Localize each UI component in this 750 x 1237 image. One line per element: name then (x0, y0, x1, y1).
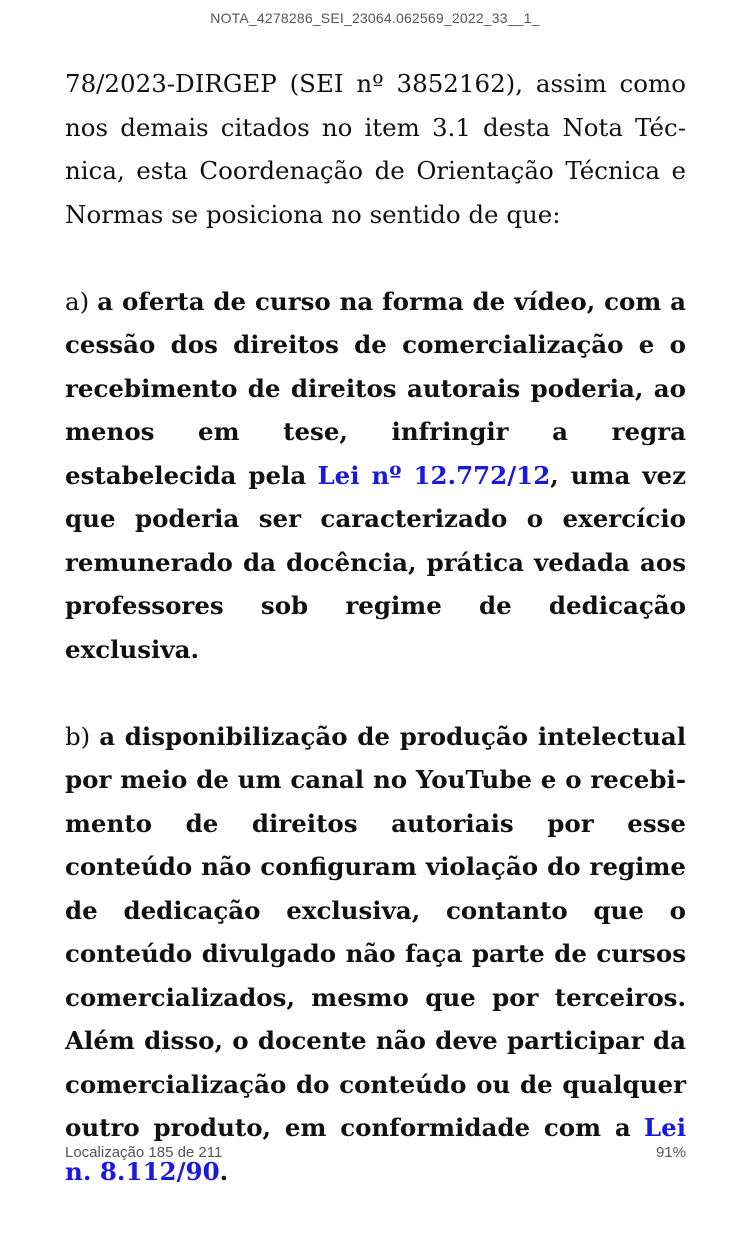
item-b-text-end: . (219, 1156, 229, 1186)
paragraph-item-b (65, 715, 686, 1194)
item-a-marker: a) (65, 286, 90, 316)
paragraph-item-a (65, 280, 686, 672)
item-a-text-continued: , uma vez que poderia ser caracterizado o exercício remunerado da docência, prática vedada aos professores sob regime de dedicação exclusiva. (65, 460, 686, 664)
lei-12772-link[interactable]: Lei nº 12.772/12 (317, 460, 551, 490)
paragraph-intro: 78/2023-DIRGEP (SEI nº 3852162), assim como nos demais citados no item 3.1 desta Nota Técnica, esta Coordenação de Orientação Técnica e Normas se posiciona no sentido de que: (65, 69, 686, 229)
item-a-text: a oferta de curso na forma de vídeo, com a cessão dos direitos de comercialização e o recebimento de direitos autorais poderia, ao menos em tese, infringir a regra estabelecida pela (65, 286, 686, 490)
item-b-text: a disponibilização de produção intelectual por meio de um canal no YouTube e o recebimento de direitos autoriais por esse conteúdo não configuram violação do regime de dedicação exclusiva, contanto que o conteúdo divulgado não faça parte de cursos comercializados, mesmo que por terceiros. Além disso, o docente não deve participar da comercialização do conteúdo ou de qualquer outro produto, em conformidade com a (65, 721, 686, 1142)
reading-pane (65, 62, 686, 1237)
lei-8112-link[interactable]: Lei n. 8.112/90 (65, 1113, 686, 1186)
location-indicator: Localização 185 de 211 (65, 1144, 223, 1161)
document-title: NOTA_4278286_SEI_23064.062569_2022_33__1_ (210, 10, 540, 26)
item-b-marker: b) (65, 721, 91, 751)
reading-progress-footer (65, 1144, 686, 1161)
percent-read: 91% (655, 1144, 686, 1161)
